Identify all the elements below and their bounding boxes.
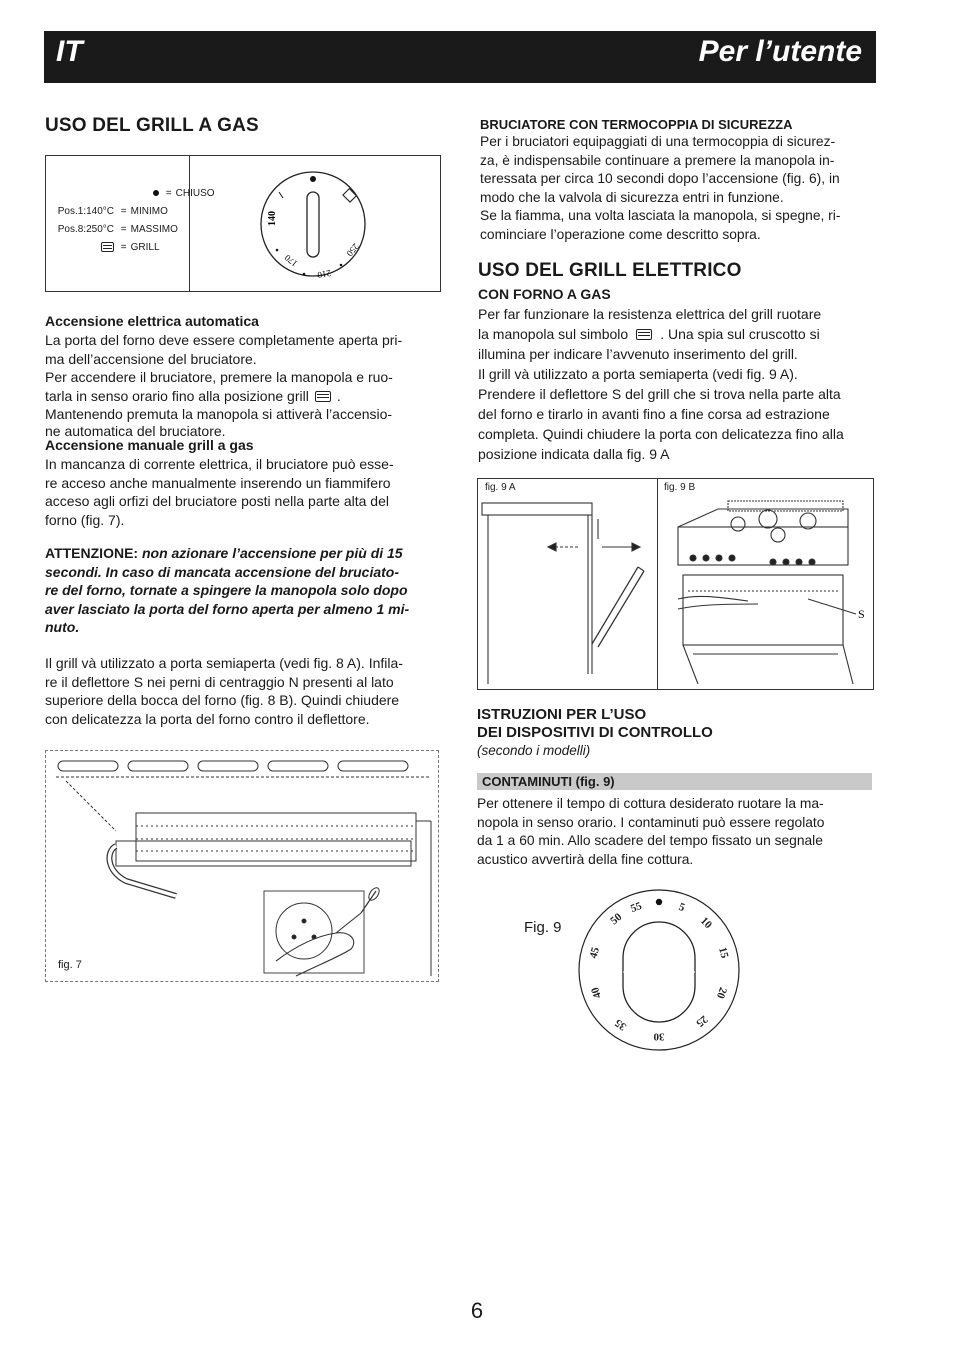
legend-row-grill: = GRILL — [56, 242, 160, 253]
grill-icon — [315, 391, 331, 402]
section-title-electric-grill: USO DEL GRILL ELETTRICO — [478, 260, 742, 281]
dot-icon — [153, 190, 159, 196]
page-header-title: Per l’utente — [698, 35, 862, 68]
timer-heading: CONTAMINUTI (fig. 9) — [482, 774, 615, 789]
language-code: IT — [56, 35, 83, 68]
figure-9-door-positions — [477, 478, 874, 690]
svg-text:250: 250 — [344, 241, 361, 259]
figure-divider — [189, 156, 190, 291]
gas-knob-figure — [45, 155, 441, 292]
timer-number: 55 — [629, 900, 644, 916]
svg-text:210: 210 — [316, 268, 332, 281]
figure-7-label: fig. 7 — [58, 959, 82, 971]
instructions-subtitle: (secondo i modelli) — [477, 743, 591, 758]
timer-number: 40 — [589, 985, 605, 1000]
grill-icon — [101, 242, 114, 252]
electric-grill-text: Per far funzionare la resistenza elettrica del grill ruotare la manopola sul simbolo . Una spia sul cruscotto si illumina per indicare l’avvenuto inserimento del grill. Il grill và utilizzato a porta semiaperta (vedi fig. 9 A). Prendere il deflettore S del grill che si trova nella parte alta del forno e tirarlo in avanti fino a fine corsa ad estrazione completa. Quindi chiudere la porta con delicatezza fino alla posizione indicata dalla fig. 9 A — [478, 306, 844, 462]
thermocouple-text: Per i bruciatori equipaggiati di una termocoppia di sicurez- za, è indispensabile continuare a premere la manopola in- teressata per circa 10 secondi dopo l’accensione (fig. 6), in modo che la valvola di sicurezza entri in funzione. Se la fiamma, una volta lasciata la manopola, si spegne, ri- cominciare l’operazione come descritto sopra. — [480, 134, 841, 242]
subheading-auto-ignition: Accensione elettrica automatica — [45, 313, 259, 329]
figure-7 — [45, 750, 439, 982]
timer-dial — [571, 884, 747, 1056]
warning-text: ATTENZIONE: non azionare l’accensione per più di 15 secondi. In caso di mancata accensione del bruciato- re del forno, tornate a spingere la manopola solo dopo aver lasciato la porta del forno aperta per almeno 1 mi- nuto. — [45, 545, 410, 635]
timer-number: 45 — [587, 945, 602, 960]
oven-door-illustration — [478, 479, 873, 689]
timer-number: 35 — [612, 1016, 629, 1033]
subheading-thermocouple: BRUCIATORE CON TERMOCOPPIA DI SICUREZZA — [480, 117, 793, 132]
header-bar — [44, 31, 876, 83]
timer-number: 10 — [697, 914, 715, 932]
svg-text:140: 140 — [267, 211, 278, 226]
auto-ignition-text: La porta del forno deve essere completamente aperta pri- ma dell’accensione del bruciatore. Per accendere il bruciatore, premere la manopola e ruo- tarla in senso orario fino alla posizione grill . Mantenendo premuta la manopola si attiverà l’accensio- ne automatica del bruciatore. — [45, 332, 403, 439]
timer-number: 30 — [653, 1030, 665, 1043]
deflector-s-label: S — [858, 607, 865, 621]
section-title-instructions-2: DEI DISPOSITIVI DI CONTROLLO — [477, 724, 713, 741]
section-title-instructions-1: ISTRUZIONI PER L’USO — [477, 706, 647, 723]
legend-row-max: Pos.8:250°C = MASSIMO — [57, 224, 178, 235]
svg-text:170: 170 — [282, 252, 300, 269]
figure-9-label: Fig. 9 — [524, 919, 562, 936]
gas-knob-dial — [251, 162, 371, 284]
timer-number: 25 — [693, 1012, 710, 1030]
timer-number: 5 — [677, 900, 687, 915]
figure-9b-label: fig. 9 B — [664, 482, 696, 493]
timer-numbers — [588, 900, 731, 1043]
timer-text: Per ottenere il tempo di cottura desiderato ruotare la ma- nopola in senso orario. I contaminuti può essere regolato da 1 a 60 min. Allo scadere del tempo fissato un segnale acustico avvertirà della fine cottura. — [477, 796, 825, 867]
subheading-manual-ignition: Accensione manuale grill a gas — [45, 437, 254, 453]
page-number: 6 — [470, 1298, 484, 1323]
timer-heading-bar — [477, 773, 872, 790]
grill-icon — [636, 329, 652, 340]
grill-usage-text: Il grill và utilizzato a porta semiaperta (vedi fig. 8 A). Infila- re il deflettore S nei perni di centraggio N presenti al lato superiore della bocca del forno (fig. 8 B). Quindi chiudere con delicatezza la porta del forno contro il deflettore. — [45, 655, 403, 727]
timer-number: 20 — [713, 985, 729, 1000]
manual-ignition-text: In mancanza di corrente elettrica, il bruciatore può esse- re acceso anche manualmente inserendo un fiammifero acceso agli orfizi del bruciatore posti nella parte alta del forno (fig. 7). — [45, 456, 394, 528]
timer-number: 15 — [716, 945, 731, 960]
legend-row-min: Pos.1:140°C = MINIMO — [57, 206, 168, 217]
subheading-gas-oven: CON FORNO A GAS — [478, 286, 611, 302]
section-title-gas-grill: USO DEL GRILL A GAS — [45, 115, 259, 136]
oven-interior-illustration — [46, 751, 438, 981]
legend-row-closed: = CHIUSO — [101, 188, 215, 199]
figure-9a-label: fig. 9 A — [485, 482, 516, 493]
timer-number: 50 — [608, 910, 625, 928]
